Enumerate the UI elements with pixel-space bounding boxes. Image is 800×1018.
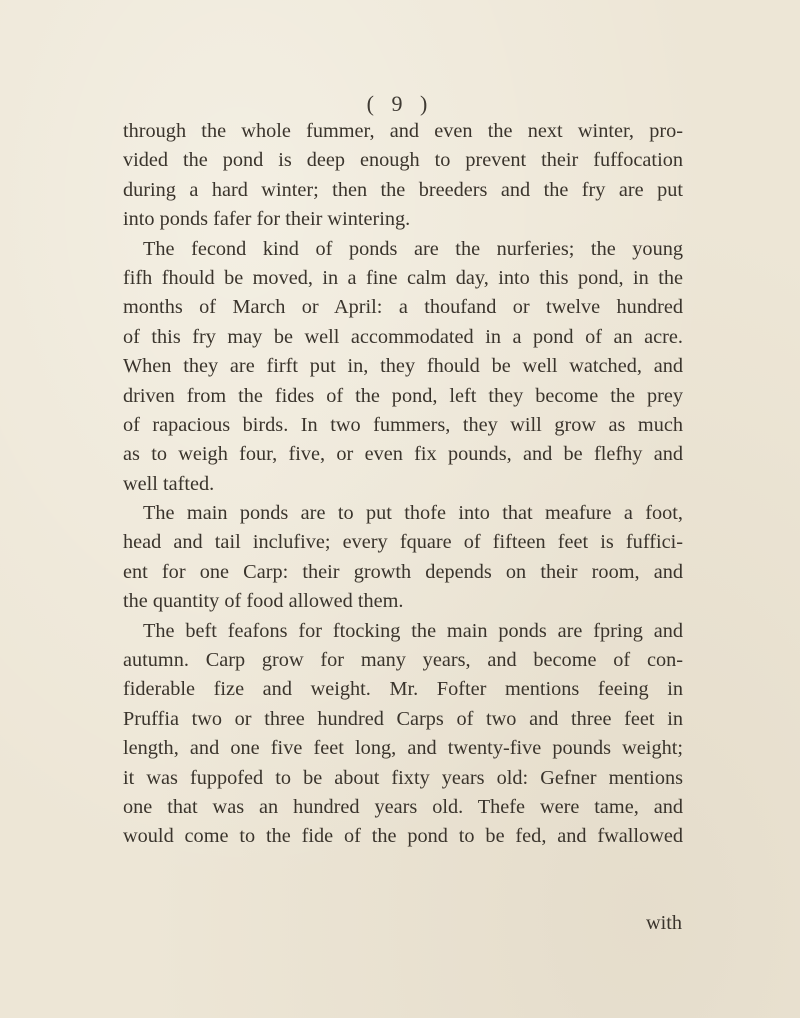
text-line: ent for one Carp: their growth depends on their room, and bbox=[123, 560, 683, 583]
text-line: fiderable fize and weight. Mr. Fofter mentions feeing in bbox=[123, 678, 683, 701]
text-line: Pruffia two or three hundred Carps of two and three feet in bbox=[123, 707, 683, 730]
text-line: When they are firft put in, they fhould be well watched, and bbox=[123, 355, 683, 378]
text-line: fifh fhould be moved, in a fine calm day, into this pond, in the bbox=[123, 266, 683, 289]
text-line: driven from the fides of the pond, left they become the prey bbox=[123, 384, 683, 407]
text-line: autumn. Carp grow for many years, and become of con- bbox=[123, 649, 683, 672]
text-line: of rapacious birds. In two fummers, they will grow as much bbox=[123, 413, 683, 436]
text-line: of this fry may be well accommodated in a pond of an acre. bbox=[123, 325, 683, 348]
text-line: would come to the fide of the pond to be fed, and fwallowed bbox=[123, 825, 683, 848]
text-line: through the whole fummer, and even the next winter, pro- bbox=[123, 120, 683, 142]
text-line: The beft feafons for ftocking the main ponds are fpring and bbox=[143, 619, 683, 642]
text-line: The main ponds are to put thofe into that meafure a foot, bbox=[143, 502, 683, 525]
text-line: it was fuppofed to be about fixty years old: Gefner mentions bbox=[123, 766, 683, 789]
text-line: The fecond kind of ponds are the nurferies; the young bbox=[143, 237, 683, 260]
text-line: the quantity of food allowed them. bbox=[123, 590, 404, 613]
text-line: as to weigh four, five, or even fix pounds, and be flefhy and bbox=[123, 443, 683, 466]
text-line: well tafted. bbox=[123, 472, 215, 495]
page-number: ( 9 ) bbox=[366, 91, 434, 116]
catchword: with bbox=[645, 912, 682, 934]
text-line: length, and one five feet long, and twenty-five pounds weight; bbox=[123, 737, 683, 760]
text-line: vided the pond is deep enough to prevent their fuffocation bbox=[123, 149, 683, 172]
text-line: months of March or April: a thoufand or twelve hundred bbox=[123, 296, 683, 319]
text-line: into ponds fafer for their wintering. bbox=[123, 208, 411, 231]
body-text bbox=[123, 117, 683, 852]
text-line: during a hard winter; then the breeders and the fry are put bbox=[123, 178, 683, 201]
text-line: one that was an hundred years old. Thefe were tame, and bbox=[123, 795, 683, 818]
text-line: head and tail inclufive; every fquare of fifteen feet is fuffici- bbox=[123, 531, 683, 554]
